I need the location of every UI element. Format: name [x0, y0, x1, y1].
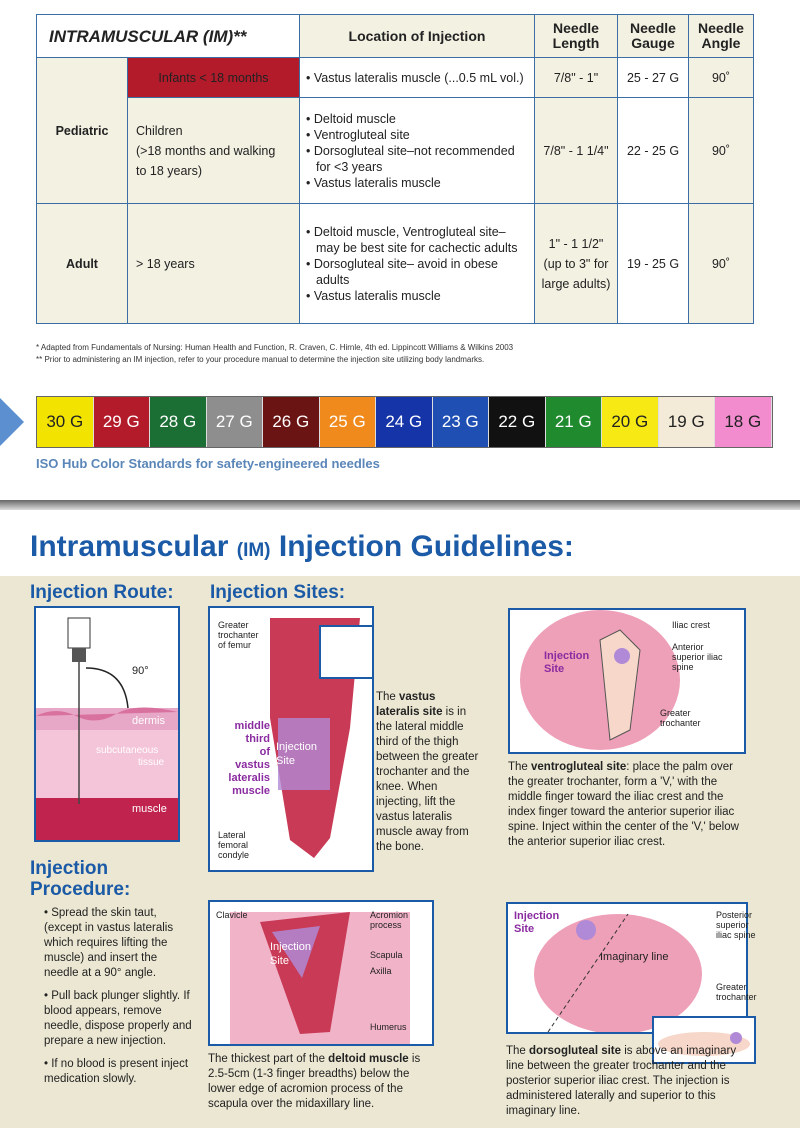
list-item: • Vastus lateralis muscle: [316, 288, 528, 304]
adult-length: [535, 204, 618, 324]
reference-sheet: [0, 0, 800, 500]
vastus-label: Greater trochanter of femur: [218, 620, 259, 650]
adult-length-line: (up to 3" for: [543, 256, 609, 271]
gauge-color-strip: [36, 396, 773, 448]
dorso-site-label: Injection Site: [514, 910, 560, 935]
title-part: Intramuscular: [30, 530, 229, 563]
table-row: [37, 204, 754, 324]
adult-length-line: 1" - 1 1/2": [548, 236, 604, 251]
iso-caption: ISO Hub Color Standards for safety-engineered needles: [36, 456, 380, 471]
gauge-swatch: 21 G: [546, 397, 603, 447]
header-intramuscular: INTRAMUSCULAR (IM)**: [37, 15, 300, 58]
list-item: • Deltoid muscle, Ventrogluteal site– may be best site for cachectic adults: [316, 224, 528, 256]
condyle-label: Lateral femoral condyle: [218, 830, 250, 860]
list-item: • Deltoid muscle: [316, 111, 528, 127]
scapula-label: Scapula: [370, 950, 403, 960]
pediatric-label: Pediatric: [37, 58, 128, 204]
table-row: [37, 58, 754, 98]
children-age-line: to 18 years): [136, 163, 203, 178]
table-header-row: [37, 15, 754, 58]
clavicle-label: Clavicle: [216, 910, 248, 920]
page-divider: [0, 500, 800, 510]
deltoid-site-label: Injection Site: [270, 941, 311, 967]
posterior-spine-label: Posterior superior iliac spine: [716, 910, 756, 940]
procedure-list: [44, 906, 194, 1095]
im-needle-table: [36, 14, 754, 324]
header-needle-length: Needle Length: [535, 15, 618, 58]
deltoid-description: The thickest part of the deltoid muscle is 2.5-5cm (1-3 finger breadths) below the lower edge of acromion process of the scapula over the midaxillary line.: [208, 1053, 421, 1110]
gauge-swatch: 19 G: [659, 397, 716, 447]
children-age: [128, 98, 300, 204]
gauge-swatch: 18 G: [715, 397, 772, 447]
children-locations: [300, 98, 535, 204]
acromion-label: Acromion process: [370, 910, 409, 930]
infants-angle: 90˚: [689, 58, 754, 98]
adult-label: Adult: [37, 204, 128, 324]
vastus-site-label: Injection Site: [276, 741, 317, 767]
axilla-label: Axilla: [370, 966, 392, 976]
ventrogluteal-diagram: [508, 608, 746, 754]
anterior-spine-label: Anterior superior iliac spine: [672, 642, 723, 672]
ventro-greater-label: Greater trochanter: [660, 708, 701, 728]
infants-length: 7/8" - 1": [535, 58, 618, 98]
table-row: [37, 98, 754, 204]
children-age-line: (>18 months and walking: [136, 143, 276, 158]
adult-gauge: 19 - 25 G: [618, 204, 689, 324]
middle-third-label: middle third of vastus lateralis muscle: [228, 720, 270, 797]
header-location: Location of Injection: [300, 15, 535, 58]
gauge-swatch: 29 G: [94, 397, 151, 447]
gauge-swatch: 23 G: [433, 397, 490, 447]
humerus-label: Humerus: [370, 1022, 407, 1032]
list-item: • Pull back plunger slightly. If blood appears, remove needle, dispose properly and prepare a new injection.: [44, 990, 192, 1047]
procedure-heading: Injection Procedure:: [30, 858, 131, 900]
title-part: (IM): [236, 540, 271, 561]
gauge-swatch: 22 G: [489, 397, 546, 447]
infants-location: • Vastus lateralis muscle (...0.5 mL vol.): [300, 58, 535, 98]
adult-length-line: large adults): [541, 276, 611, 291]
adult-age: > 18 years: [128, 204, 300, 324]
adult-angle: 90˚: [689, 204, 754, 324]
list-item: • Dorsogluteal site–not recommended for <3 years: [316, 143, 528, 175]
hip-illustration: [510, 610, 744, 752]
children-length: 7/8" - 1 1/4": [535, 98, 618, 204]
route-angle: 90°: [132, 665, 149, 677]
footnote: * Adapted from Fundamentals of Nursing: Human Health and Function, R. Craven, C. Hirnle, 4th ed. Lippincott Williams & Wilkins 2003: [36, 343, 514, 352]
children-angle: 90˚: [689, 98, 754, 204]
footnotes: [36, 342, 513, 366]
dorso-greater-label: Greater trochanter: [716, 982, 757, 1002]
sites-heading: Injection Sites:: [210, 582, 346, 603]
infants-age: Infants < 18 months: [128, 58, 300, 98]
route-subq: subcutaneous: [96, 745, 159, 756]
gauge-swatch: 24 G: [376, 397, 433, 447]
title-part: Injection Guidelines:: [278, 530, 574, 563]
iliac-crest-label: Iliac crest: [672, 620, 711, 630]
list-item: • Vastus lateralis muscle: [316, 175, 528, 191]
footnote: ** Prior to administering an IM injection, refer to your procedure manual to determine the injection site utilizing body landmarks.: [36, 355, 485, 364]
infants-gauge: 25 - 27 G: [618, 58, 689, 98]
imaginary-line-label: Imaginary line: [600, 951, 669, 963]
pointer-arrow-icon: [0, 398, 24, 446]
adult-locations: [300, 204, 535, 324]
gauge-swatch: 27 G: [207, 397, 264, 447]
list-item: • If no blood is present inject medication slowly.: [44, 1058, 189, 1085]
list-item: • Ventrogluteal site: [316, 127, 528, 143]
gauge-swatch: 20 G: [602, 397, 659, 447]
route-subq: tissue: [138, 757, 165, 768]
gauge-swatch: 30 G: [37, 397, 94, 447]
children-age-line: Children: [136, 123, 183, 138]
ventro-site-label: Injection Site: [544, 650, 590, 675]
guidelines-title: [30, 530, 574, 564]
vastus-description: The vastus lateralis site is in the lateral middle third of the thigh between the greater trochanter and the knee. When injecting, lift the vastus lateralis muscle away from the bone.: [376, 691, 479, 853]
header-needle-gauge: Needle Gauge: [618, 15, 689, 58]
list-item: • Spread the skin taut, (except in vastus lateralis which requires lifting the muscle) and insert the needle at a 90° angle.: [44, 907, 174, 979]
gauge-swatch: 26 G: [263, 397, 320, 447]
ventro-description: The ventrogluteal site: place the palm over the greater trochanter, form a 'V,' with the middle finger toward the iliac crest and the index finger toward the anterior superior iliac spine. Inject within the center of the 'V,' below the anterior superior iliac crest.: [508, 761, 739, 848]
dorso-description: The dorsogluteal site is above an imaginary line between the greater trochanter and the posterior superior iliac crest. The injection is administered laterally and superior to this imaginary line.: [506, 1045, 737, 1117]
children-gauge: 22 - 25 G: [618, 98, 689, 204]
gauge-swatch: 25 G: [320, 397, 377, 447]
list-item: • Dorsogluteal site– avoid in obese adults: [316, 256, 528, 288]
route-heading: Injection Route:: [30, 582, 174, 603]
route-muscle: muscle: [132, 803, 167, 815]
route-dermis: dermis: [132, 715, 166, 727]
header-needle-angle: Needle Angle: [689, 15, 754, 58]
gauge-swatch: 28 G: [150, 397, 207, 447]
